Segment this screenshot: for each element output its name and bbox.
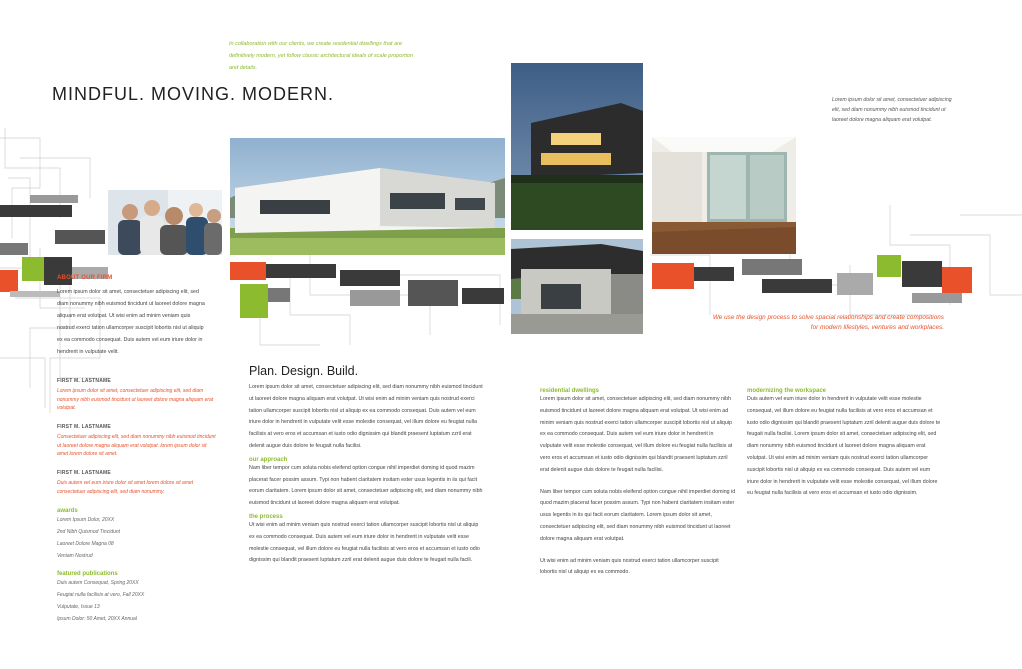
publication-item: Feugiat nulla facilisis at vero, Fall 20XX bbox=[57, 592, 145, 598]
testimonial-quote: Lorem ipsum dolor sit amet, consectetuer adipiscing elit, sed diam nonummy nibh euismod tincidunt ut laoreet dolore magna aliquam erat volutpat. bbox=[57, 388, 214, 411]
testimonial-quote: Duis autem vel eum iriure dolor sit amet lorem dolore sit amet consectetuer adipiscing elit, sed diam nonummy. bbox=[57, 480, 194, 495]
publication-item: Vulputate, Issue 13 bbox=[57, 604, 100, 610]
testimonial-name: FIRST M. LASTNAME bbox=[57, 378, 111, 384]
plan-paragraph: Lorem ipsum dolor sit amet, consectetuer adipiscing elit, sed diam nonummy nibh euismod tincidunt ut laoreet dolore magna aliquam erat volutpat. Ut wisi enim ad minim veniam quis nostrud exerci tation ullamcorper suscipit lobortis nisl ut aliquip ex ea commodo consequat. Duis autem vel eum iriure dolor in hendrerit in vulputate velit esse molestie consequat, vel illum dolore eu feugiat nulla facilisis at vero eros et accumsan et iusto odio dignissim qui blandit praesent luptatum zzril erat delenit augue duis dolore te feugait nulla facilisi. bbox=[249, 384, 483, 449]
residential-paragraph-1: Lorem ipsum dolor sit amet, consectetuer adipiscing elit, sed diam nonummy nibh euismod tincidunt ut laoreet dolore magna aliquam erat volutpat. Ut wisi enim ad minim veniam quis nostrud exerci tation ullamcorper suscipit lobortis nisl ut aliquip ex ea commodo consequat. Duis autem vel eum iriure dolor in hendrerit in vulputate velit esse molestie consequat, vel illum dolore eu feugiat nulla facilisis at vero eros et accumsan et iusto odio dignissim qui blandit praesent luptatum zzril erat delenit augue duis dolore te feugait nulla facilisi. bbox=[540, 396, 733, 473]
workspace-title: modernizing the workspace bbox=[747, 388, 827, 394]
award-item: 2nd Nibh Quismod Tincidunt bbox=[57, 529, 121, 535]
testimonial-quote: Consectetuer adipiscing elit, sed diam nonummy nibh euismod tincidunt ut laoreet dolore magna aliquam erat volutpat. lorem ipsum dolor sit amet lorem dolore sit amet. bbox=[57, 434, 216, 457]
top-right-note: Lorem ipsum dolor sit amet, consectetuer adipiscing elit, sed diam nonummy nibh euismod tincidunt ut laoreet dolore magna aliquam erat volutpat. bbox=[832, 97, 952, 123]
residential-paragraph-2: Nam liber tempor cum soluta nobis eleifend option congue nihil imperdiet doming id quod mazim placerat facer possim assum. Typi non habent claritatem insitam ester usus legentis in iis qui facit eorum claritatem. Lorem ipsum dolor sit amet, consectetuer adipiscing elit, sed diam nonummy nibh euismod tincidunt ut laoreet dolore magna aliquam erat volutpat. bbox=[540, 488, 736, 542]
publications-title: featured publications bbox=[57, 571, 118, 577]
workspace-paragraph: Duis autem vel eum iriure dolor in hendrerit in vulputate velit esse molestie consequat, vel illum dolore eu feugiat nulla facilisis at vero eros et accumsan et iusto odio dignissim qui blandit praesent luptatum zzril delenit augue duis dolore te feugait nulla facilisi. Lorem ipsum dolor sit amet, consectetuer adipiscing elit, sed diam nonummy nibh euismod tincidunt ut laoreet dolore magna aliquam erat volutpat. Ut wisi enim ad minim veniam quis nostrud exerci tation ullamcorper suscipit lobortis nisl ut aliquip ex ea commodo consequat. Duis autem vel eum iriure dolor in hendrerit in vulputate velit esse molestie consequat, vel illum dolore eu feugiat nulla facilisis at vero eros et accumsan et iusto odio dignissim. bbox=[747, 396, 941, 497]
testimonial-name: FIRST M. LASTNAME bbox=[57, 424, 111, 430]
residential-paragraph-3: Ut wisi enim ad minim veniam quis nostrud exerci tation ullamcorper suscipit lobortis nisl ut aliquip ex ea commodo. bbox=[540, 557, 719, 576]
workspace-section bbox=[747, 388, 943, 500]
night-house-photo bbox=[511, 63, 643, 230]
intro-text: In collaboration with our clients, we create residential dwellings that are definitively modern, yet follow classic architectural ideals of scale proportion and details. bbox=[229, 41, 414, 71]
publication-item: Duis autem Consequat, Spring 20XX bbox=[57, 580, 139, 586]
process-title: the process bbox=[249, 513, 283, 520]
award-item: Laoreet Dolore Magna 08 bbox=[57, 541, 114, 547]
testimonial-1 bbox=[57, 378, 217, 413]
concrete-house-photo bbox=[511, 239, 643, 334]
residential-title: residential dwellings bbox=[540, 388, 600, 394]
awards-section bbox=[57, 508, 217, 562]
testimonial-2 bbox=[57, 424, 217, 459]
page-title: MINDFUL. MOVING. MODERN. bbox=[52, 84, 335, 104]
about-text: Lorem ipsum dolor sit amet, consectetuer adipiscing elit, sed diam nonummy nibh euismod tincidunt ut laoreet dolore magna aliquam erat volutpat. Ut wisi enim ad minim veniam quis nostrud exerci tation ullamcorper suscipit lobortis nisl ut aliquip ex ea commodo consequat. Duis autem vel eum iriure dolor in hendrerit in vulputate velit. bbox=[57, 289, 205, 355]
approach-paragraph: Nam liber tempor cum soluta nobis eleifend option congue nihil imperdiet doming id quod mazim placerat facer possim assum. Typi non habent claritatem insitam ester usus legentis in iis qui facit eorum claritatem. Lorem ipsum dolor sit amet, consectetuer adipiscing elit, sed diam nonummy nibh euismod tincidunt ut laoreet dolore magna aliquam erat volutpat. bbox=[249, 464, 483, 507]
team-photo bbox=[108, 190, 222, 255]
award-item: Veniam Nostrud bbox=[57, 553, 93, 559]
testimonial-3 bbox=[57, 470, 217, 496]
awards-title: awards bbox=[57, 508, 78, 514]
approach-title: our approach bbox=[249, 456, 288, 463]
publications-section bbox=[57, 571, 217, 625]
residential-section bbox=[540, 388, 736, 579]
plan-section bbox=[249, 364, 485, 567]
about-title: ABOUT OUR FIRM bbox=[57, 275, 113, 281]
interior-photo bbox=[652, 137, 796, 254]
plan-title: Plan. Design. Build. bbox=[249, 364, 359, 378]
process-paragraph: Ut wisi enim ad minim veniam quis nostrud exerci tation ullamcorper suscipit lobortis nisl ut aliquip ex ea commodo consequat. Duis autem vel eum iriure dolor in hendrerit in vulputate velit esse molestie consequat, vel illum dolore eu feugiat nulla facilisis at vero eros et accumsan et iusto odio dignissim qui blandit praesent luptatum zzril erat delenit augue duis dolore te feugait nulla facili. bbox=[249, 521, 480, 564]
white-house-photo bbox=[230, 138, 505, 255]
testimonial-name: FIRST M. LASTNAME bbox=[57, 470, 111, 476]
award-item: Lorem Ipsum Dolor, 20XX bbox=[57, 517, 115, 523]
block-deco-right bbox=[652, 255, 972, 315]
design-process-quote: We use the design process to solve spacial relationships and create compositions for modern lifestyles, ventures and workplaces. bbox=[712, 314, 944, 331]
publication-item: Ipsum Dolor: 50 Amet, 20XX Annual bbox=[57, 616, 137, 622]
block-deco-mid bbox=[230, 262, 505, 322]
